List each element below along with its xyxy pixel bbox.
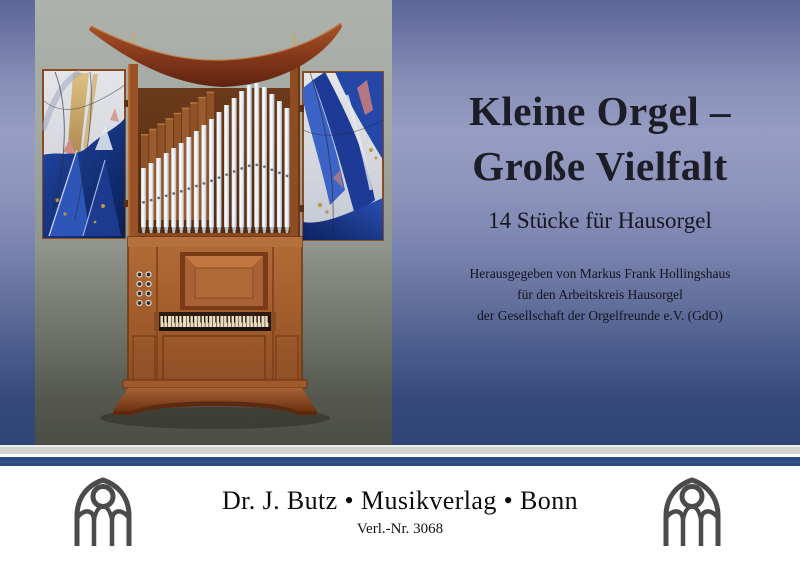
keyboard [154, 312, 276, 331]
organ-illustration [35, 0, 392, 445]
left-stained-glass-door [43, 70, 125, 238]
right-stained-glass-door [303, 72, 383, 240]
publisher-name: Dr. J. Butz • Musikverlag • Bonn [222, 486, 578, 515]
cover-photo-organ [35, 0, 392, 445]
divider-band-navy [0, 457, 800, 466]
editor-line-2: für den Arbeitskreis Hausorgel [517, 287, 683, 302]
editor-line-1: Herausgegeben von Markus Frank Hollingshaus [469, 266, 731, 281]
lower-cabinet [128, 237, 302, 383]
publisher-number: Verl.-Nr. 3068 [356, 521, 444, 537]
editor-credit [400, 263, 800, 326]
subtitle: 14 Stücke für Hausorgel [488, 208, 712, 233]
divider-band-gray [0, 447, 800, 454]
title-block [400, 84, 800, 326]
title-line-2: Große Vielfalt [472, 143, 728, 189]
editor-line-3: der Gesellschaft der Orgelfreunde e.V. (GdO) [477, 308, 723, 323]
title-line-1: Kleine Orgel – [468, 88, 732, 134]
